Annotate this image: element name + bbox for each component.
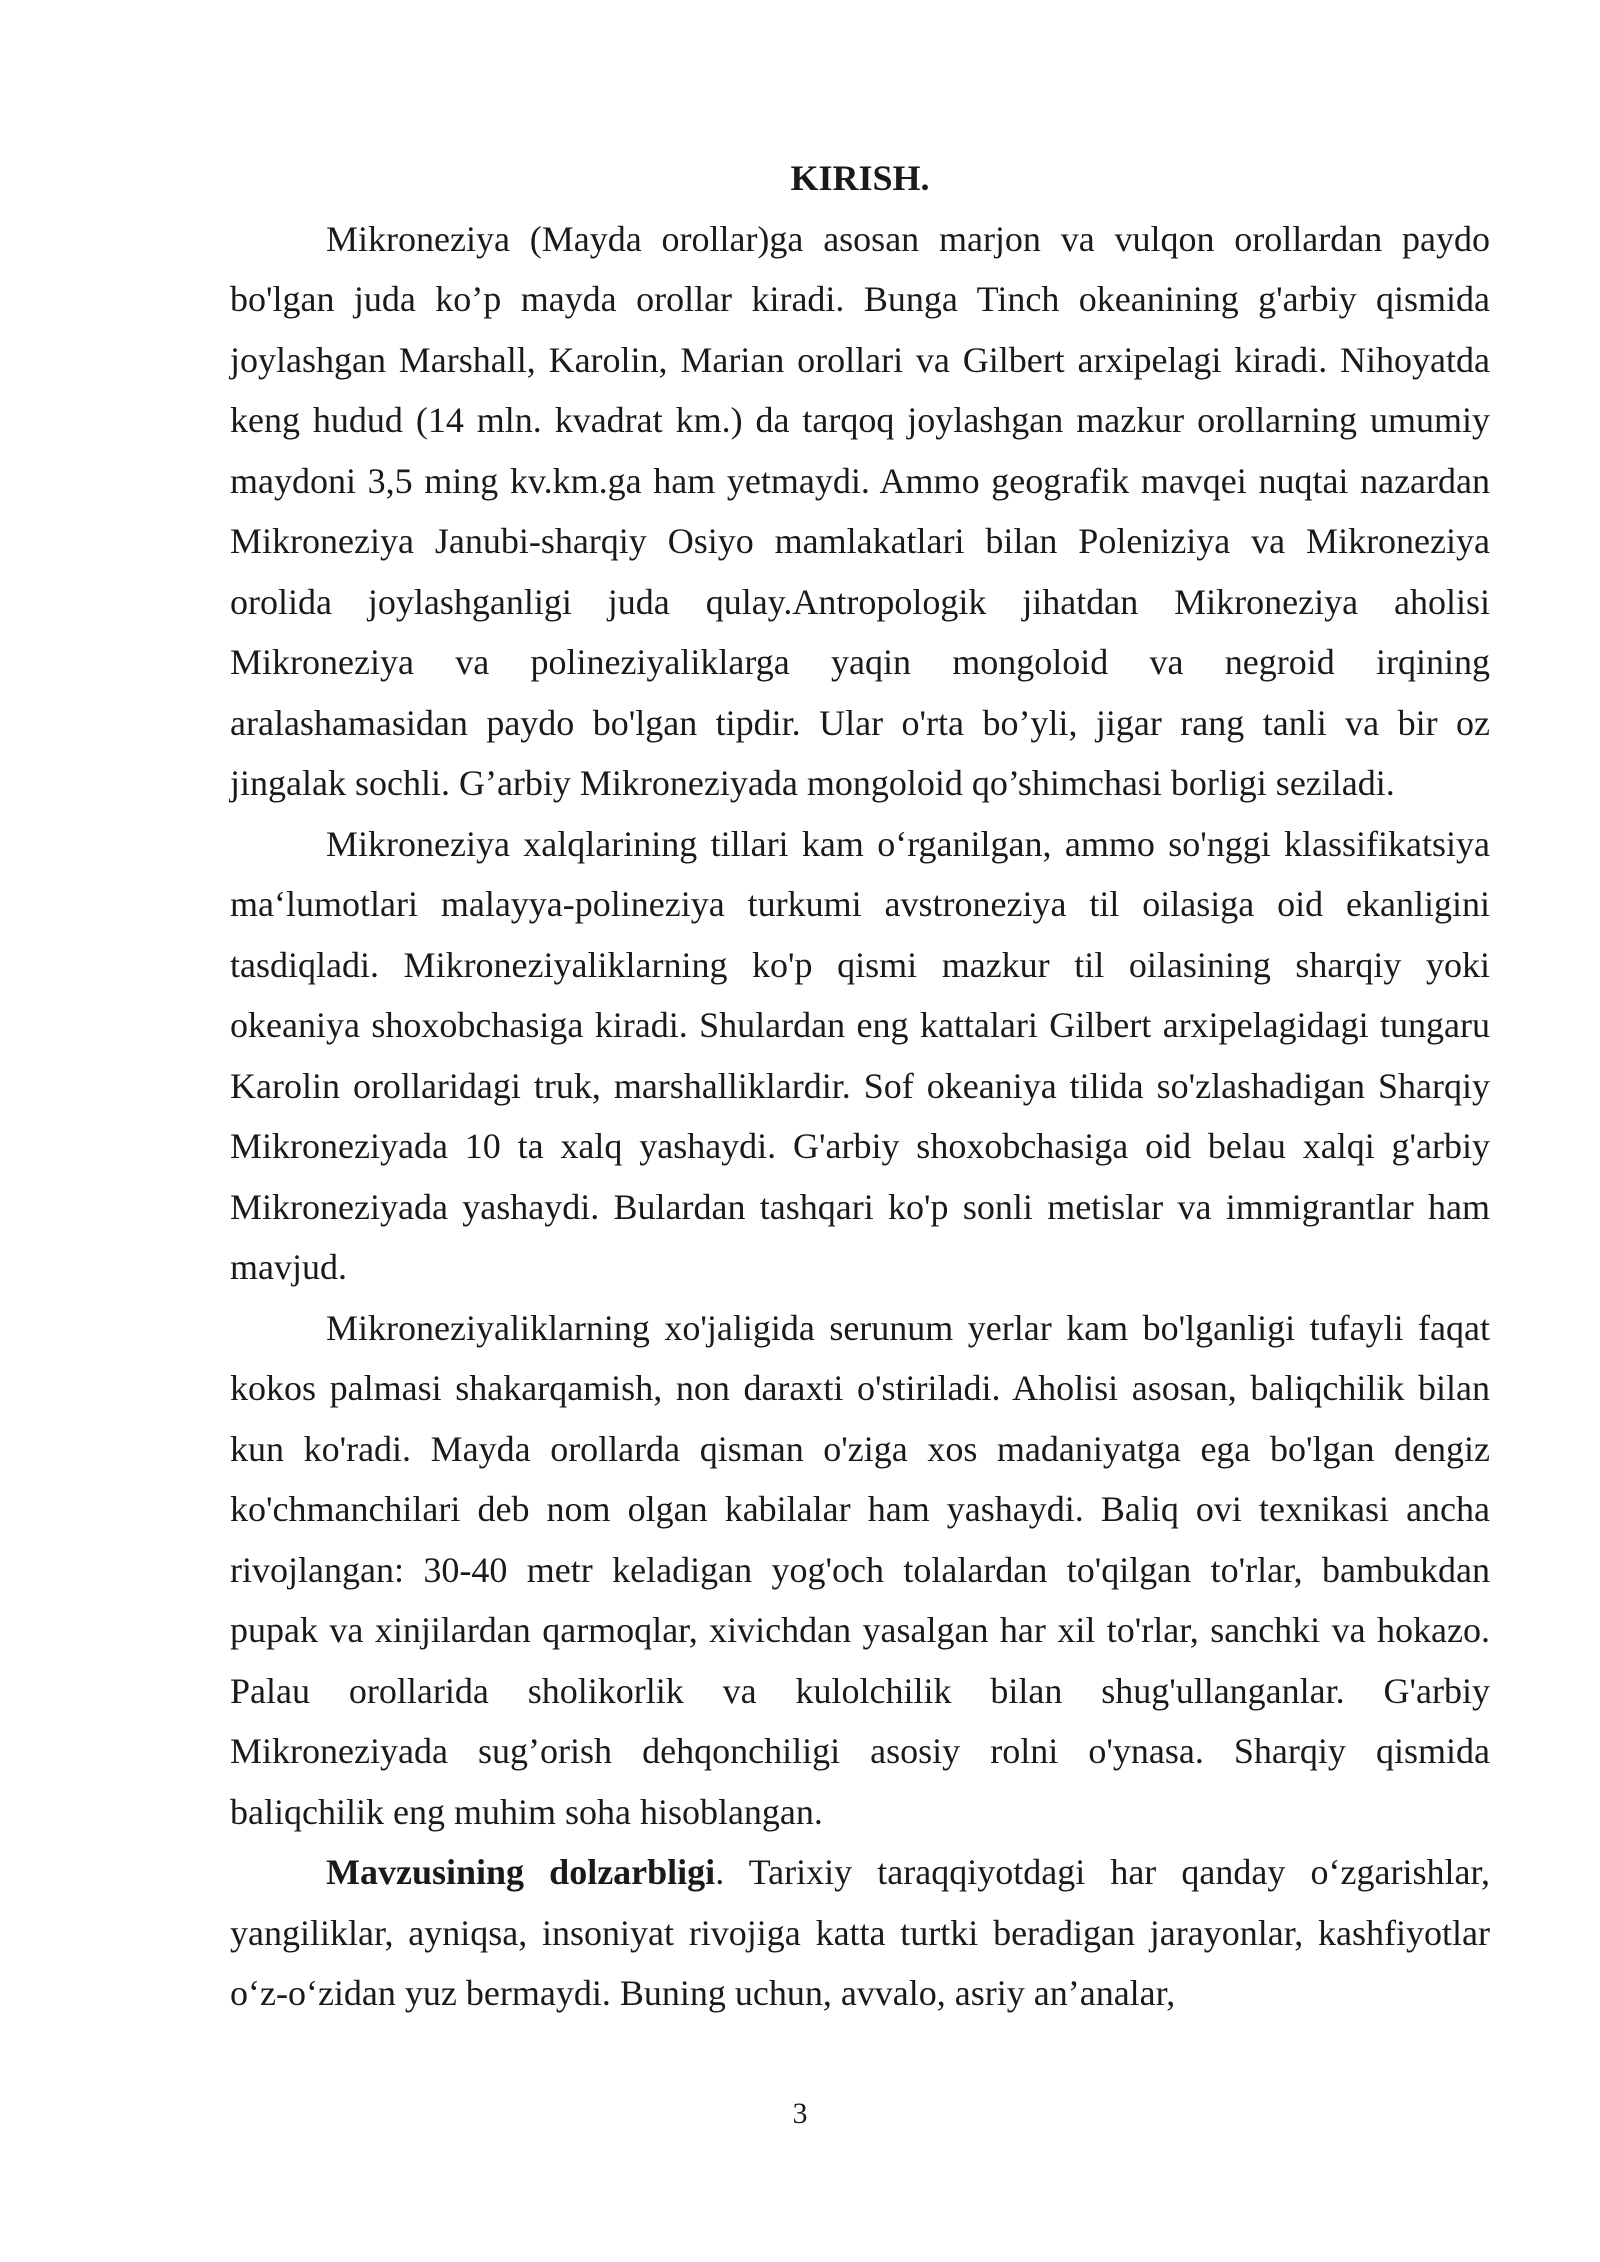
document-title: KIRISH.	[790, 158, 930, 198]
relevance-heading: Mavzusining dolzarbligi	[326, 1852, 716, 1892]
page-number: 3	[792, 2097, 808, 2130]
paragraph-languages: Mikroneziya xalqlarining tillari kam o‘rganilgan, ammo so'nggi klassifikatsiya ma‘lumotlari malayya-polineziya turkumi avstroneziya til oilasiga oid ekanligini tasdiqladi. Mikroneziyaliklarning ko'p qismi mazkur til oilasining sharqiy yoki okeaniya shoxobchasiga kiradi. Shulardan eng kattalari Gilbert arxipelagidagi tungaru Karolin orollaridagi truk, marshalliklardir. Sof okeaniya tilida so'zlashadigan Sharqiy Mikroneziyada 10 ta xalq yashaydi. G'arbiy shoxobchasiga oid belau xalqi g'arbiy Mikroneziyada yashaydi. Bulardan tashqari ko'p sonli metislar va immigrantlar ham mavjud.	[230, 823, 1490, 1287]
paragraph-economy: Mikroneziyaliklarning xo'jaligida serunum yerlar kam bo'lganligi tufayli faqat kokos palmasi shakarqamish, non daraxti o'stiriladi. Aholisi asosan, baliqchilik bilan kun ko'radi. Mayda orollarda qisman o'ziga xos madaniyatga ega bo'lgan dengiz ko'chmanchilari deb nom olgan kabilalar ham yashaydi. Baliq ovi texnikasi ancha rivojlangan: 30-40 metr keladigan yog'och tolalardan to'qilgan to'rlar, bambukdan pupak va xinjilardan qarmoqlar, xivichdan yasalgan har xil to'rlar, sanchki va hokazo. Palau orollarida sholikorlik va kulolchilik bilan shug'ullanganlar. G'arbiy Mikroneziyada sug’orish dehqonchiligi asosiy rolni o'ynasa. Sharqiy qismida baliqchilik eng muhim soha hisoblangan.	[230, 1307, 1490, 1832]
paragraph-intro: Mikroneziya (Mayda orollar)ga asosan marjon va vulqon orollardan paydo bo'lgan juda ko’p mayda orollar kiradi. Bunga Tinch okeanining g'arbiy qismida joylashgan Marshall, Karolin, Marian orollari va Gilbert arxipelagi kiradi. Nihoyatda keng hudud (14 mln. kvadrat km.) da tarqoq joylashgan mazkur orollarning umumiy maydoni 3,5 ming kv.km.ga ham yetmaydi. Ammo geografik mavqei nuqtai nazardan Mikroneziya Janubi-sharqiy Osiyo mamlakatlari bilan Poleniziya va Mikroneziya orolida joylashganligi juda qulay.Antropologik jihatdan Mikroneziya aholisi Mikroneziya va polineziyaliklarga yaqin mongoloid va negroid irqining aralashamasidan paydo bo'lgan tipdir. Ular o'rta bo’yli, jigar rang tanli va bir oz jingalak sochli. G’arbiy Mikroneziyada mongoloid qo’shimchasi borligi seziladi.	[230, 218, 1490, 803]
document-page	[230, 148, 1490, 2024]
paragraph-relevance	[230, 1842, 1490, 2024]
relevance-text: . Tarixiy taraqqiyotdagi har qanday o‘zgarishlar, yangiliklar, ayniqsa, insoniyat rivojiga katta turtki beradigan jarayonlar, kashfiyotlar o‘z-o‘zidan yuz bermaydi. Buning uchun, avvalo, asriy an’analar,	[230, 1852, 1491, 2013]
